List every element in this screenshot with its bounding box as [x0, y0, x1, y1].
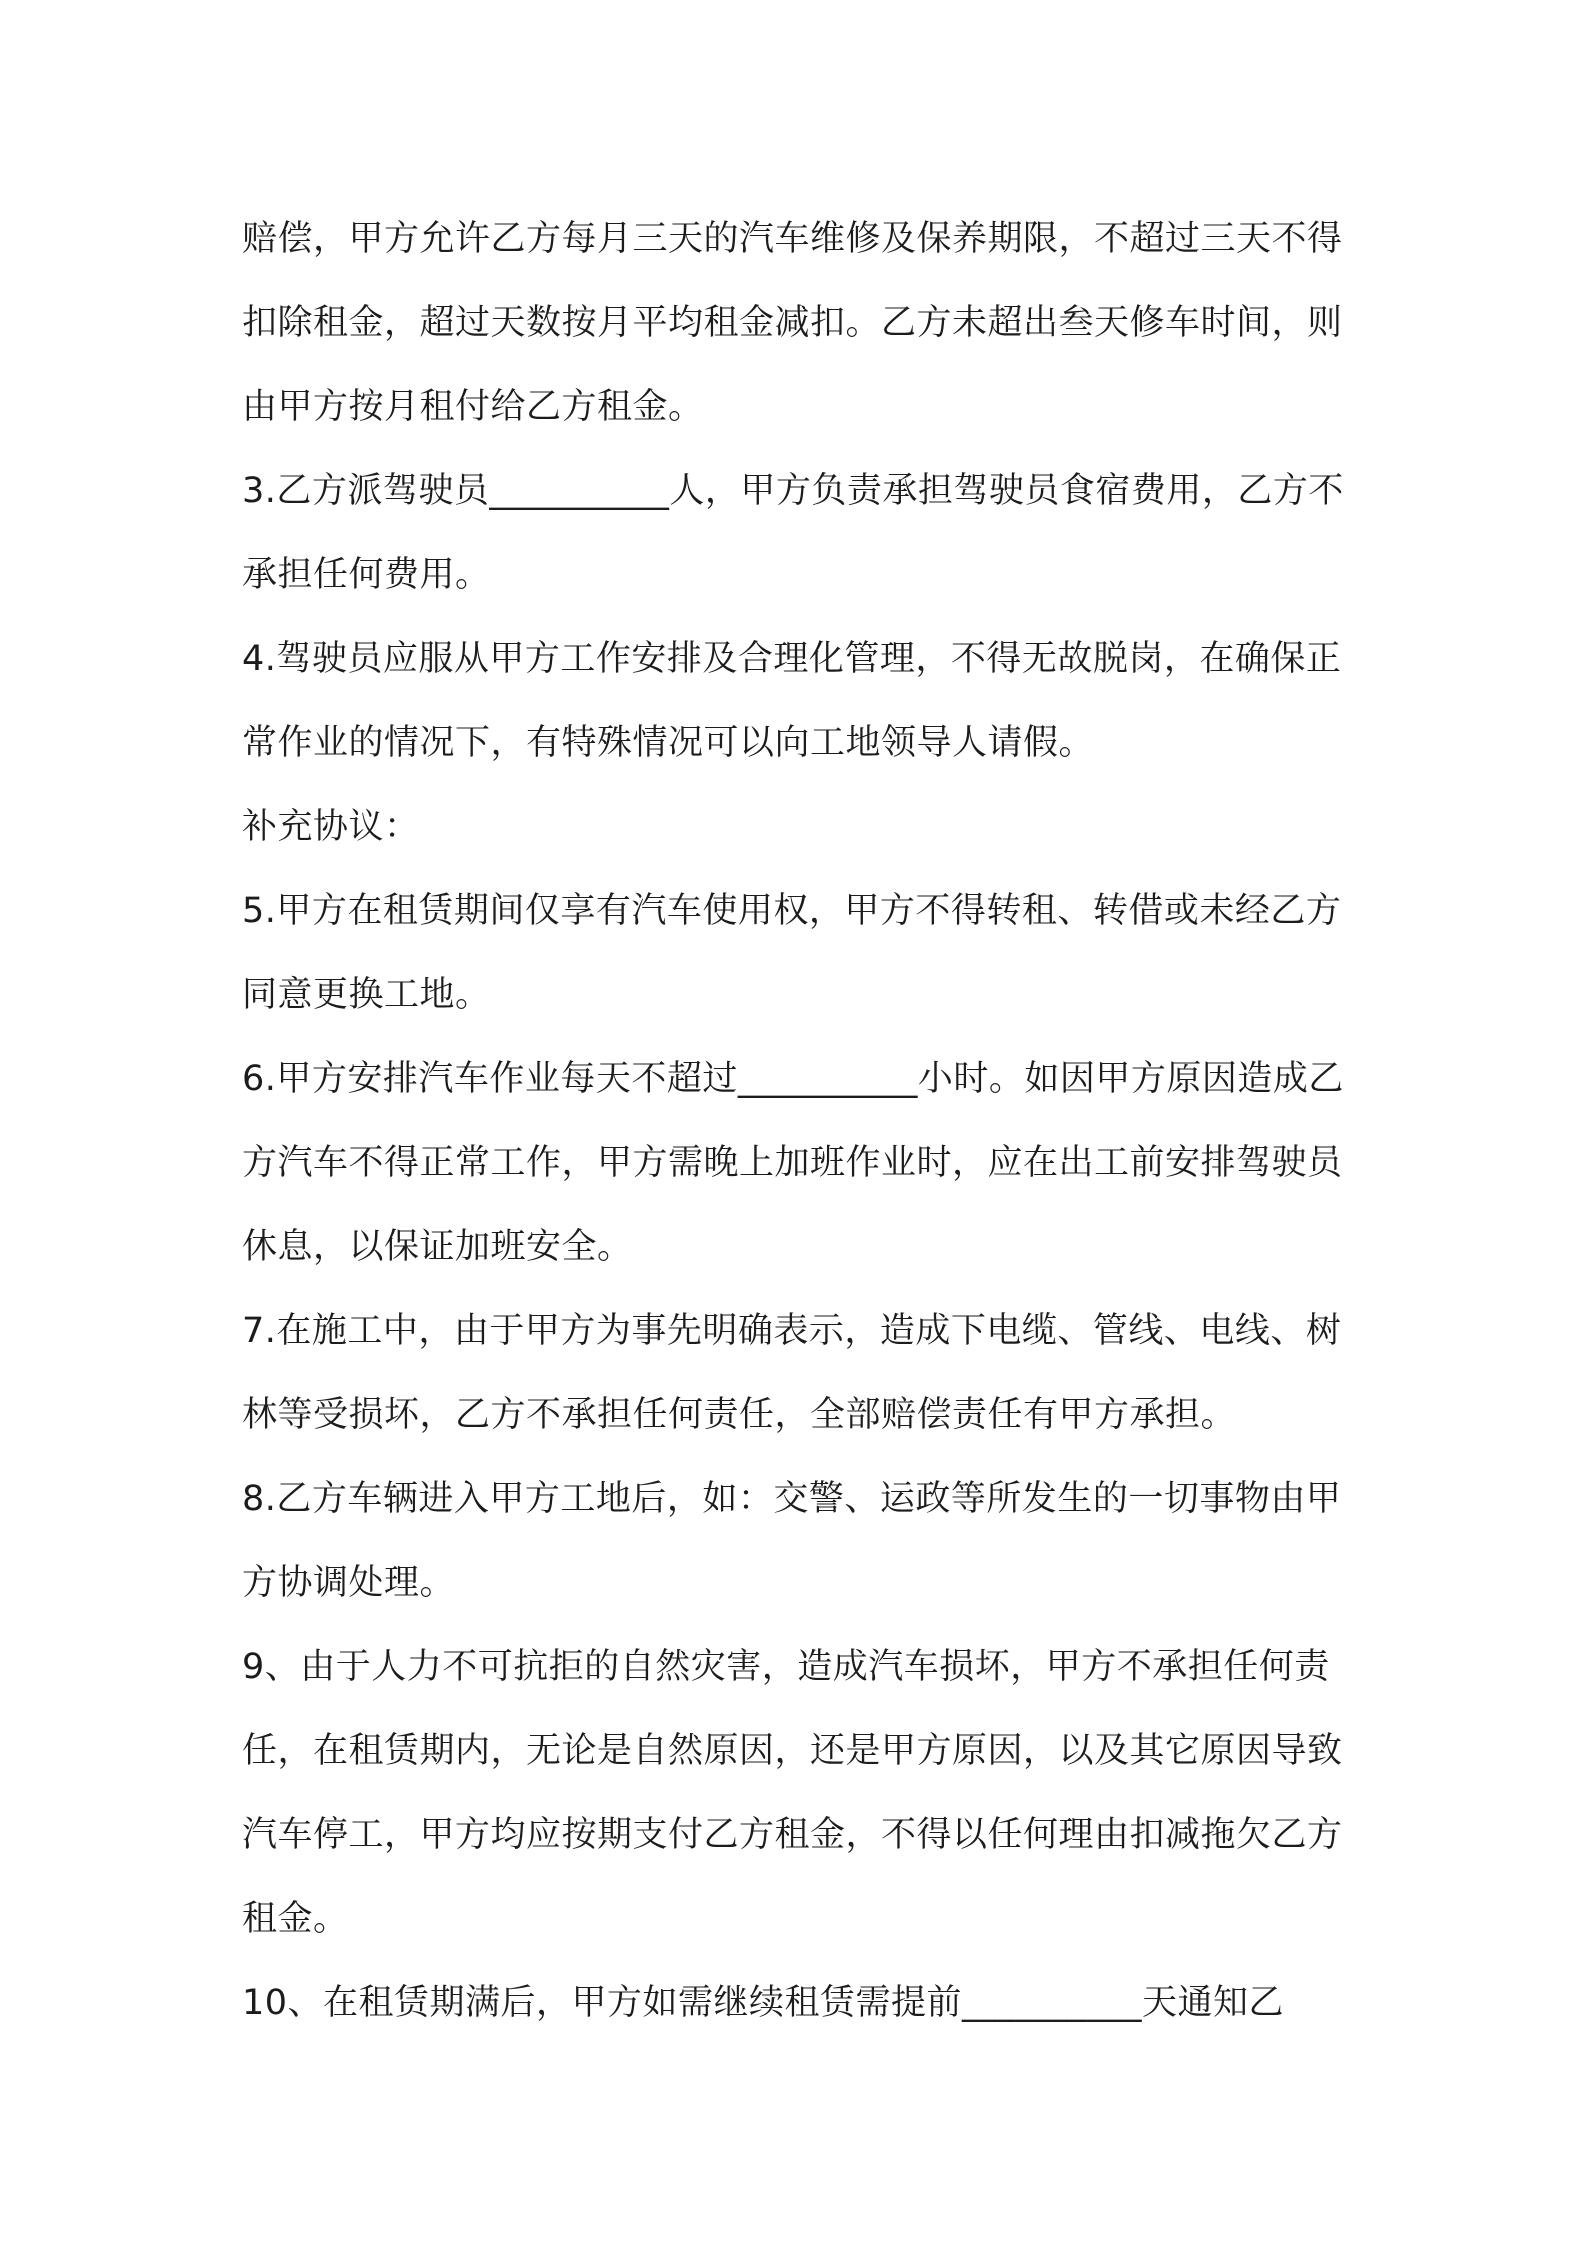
document-body	[242, 197, 1362, 2045]
paragraph-clause-6: 6.甲方安排汽车作业每天不超过__________小时。如因甲方原因造成乙方汽车不得正常工作，甲方需晚上加班作业时，应在出工前安排驾驶员休息，以保证加班安全。	[242, 1059, 1344, 1267]
paragraph-clause-3: 3.乙方派驾驶员__________人，甲方负责承担驾驶员食宿费用，乙方不承担任何费用。	[242, 471, 1344, 595]
paragraph-supplementary-heading: 补充协议：	[242, 807, 420, 847]
paragraph-clause-5: 5.甲方在租赁期间仅享有汽车使用权，甲方不得转租、转借或未经乙方同意更换工地。	[242, 891, 1342, 1015]
paragraph-compensation: 赔偿，甲方允许乙方每月三天的汽车维修及保养期限，不超过三天不得扣除租金，超过天数按月平均租金减扣。乙方未超出叁天修车时间，则由甲方按月租付给乙方租金。	[242, 219, 1343, 427]
paragraph-clause-4: 4.驾驶员应服从甲方工作安排及合理化管理，不得无故脱岗，在确保正常作业的情况下，有特殊情况可以向工地领导人请假。	[242, 639, 1342, 763]
paragraph-clause-7: 7.在施工中，由于甲方为事先明确表示，造成下电缆、管线、电线、树林等受损坏，乙方不承担任何责任，全部赔偿责任有甲方承担。	[242, 1311, 1342, 1435]
paragraph-clause-8: 8.乙方车辆进入甲方工地后，如：交警、运政等所发生的一切事物由甲方协调处理。	[242, 1479, 1342, 1603]
paragraph-clause-9: 9、由于人力不可抗拒的自然灾害，造成汽车损坏，甲方不承担任何责任，在租赁期内，无论是自然原因，还是甲方原因，以及其它原因导致汽车停工，甲方均应按期支付乙方租金，不得以任何理由扣减拖欠乙方租金。	[242, 1647, 1343, 1939]
paragraph-clause-10: 10、在租赁期满后，甲方如需继续租赁需提前__________天通知乙	[242, 1983, 1285, 2023]
